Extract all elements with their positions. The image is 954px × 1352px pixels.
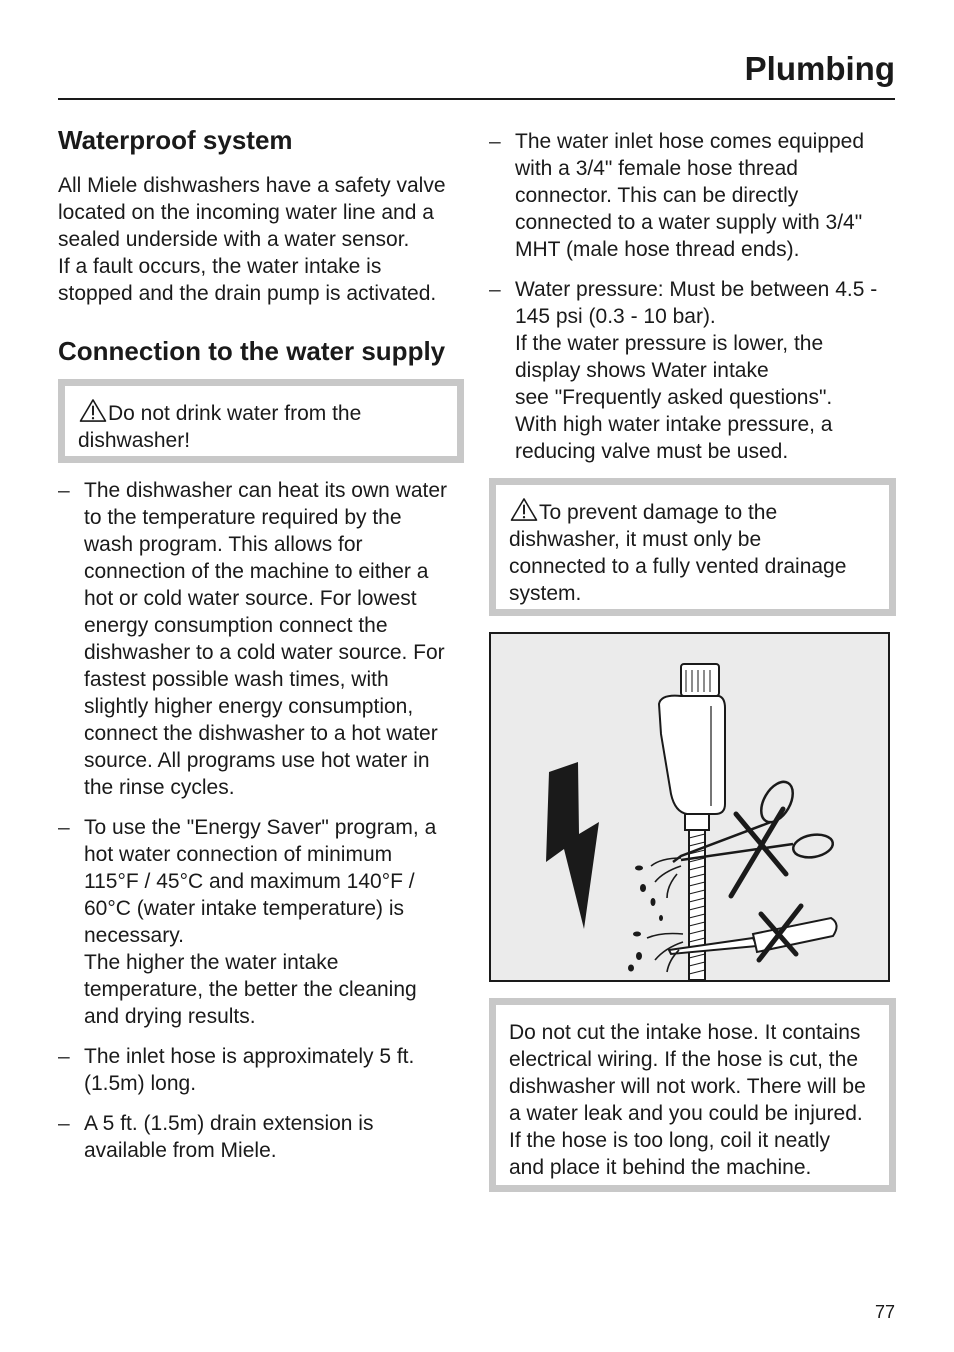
text-line: available from Miele. [84, 1138, 277, 1162]
list-item [489, 128, 896, 263]
text-line: connect the dishwasher to a hot water [84, 721, 438, 745]
text-line: The inlet hose is approximately 5 ft. [84, 1044, 415, 1068]
text-line: MHT (male hose thread ends). [515, 238, 800, 261]
text-line: temperature, the better the cleaning [84, 977, 417, 1001]
page-title: Plumbing [744, 50, 895, 87]
hose-drawing [491, 634, 888, 980]
header-rule [58, 98, 895, 100]
waterproof-paragraph [58, 172, 464, 307]
note-text: electrical wiring. If the hose is cut, the [509, 1048, 858, 1071]
text-line: The water inlet hose comes equipped [515, 130, 865, 153]
page-number: 77 [874, 1302, 895, 1322]
text-line: to the temperature required by the [84, 505, 402, 529]
text-line: fastest possible wash times, with [84, 667, 389, 691]
text-line: 145 psi (0.3 - 10 bar). [515, 305, 716, 328]
text-line: located on the incoming water line and a [58, 200, 434, 224]
text-line: source. All programs use hot water in [84, 748, 430, 772]
text-line: energy consumption connect the [84, 613, 388, 637]
lightning-bolt-icon [546, 762, 599, 929]
warning-triangle-icon [78, 398, 108, 423]
dash-bullet: – [58, 478, 70, 502]
text-line: To use the "Energy Saver" program, a [84, 815, 437, 839]
warning-text: To prevent damage to the [539, 501, 778, 524]
text-line: slightly higher energy consumption, [84, 694, 414, 718]
drink-warning-box [58, 379, 464, 463]
text-line: display shows Water intake [515, 359, 769, 382]
note-text: If the hose is too long, coil it neatly [509, 1129, 831, 1152]
warning-text: connected to a fully vented drainage [509, 555, 847, 578]
warning-text: Do not drink water from the [108, 401, 362, 425]
note-text: a water leak and you could be injured. [509, 1102, 863, 1125]
warning-triangle-icon [509, 497, 539, 522]
text-line: If the water pressure is lower, the [515, 332, 824, 355]
text-line: All Miele dishwashers have a safety valve [58, 173, 446, 197]
dash-bullet: – [58, 1111, 70, 1135]
dash-bullet: – [489, 278, 501, 301]
text-line: see "Frequently asked questions". [515, 386, 833, 409]
text-line: 60°C (water intake temperature) is [84, 896, 405, 920]
water-drop-icon [628, 866, 663, 972]
right-list [489, 128, 896, 465]
list-item [58, 477, 464, 801]
text-line: wash program. This allows for [84, 532, 363, 556]
warning-line [509, 497, 877, 526]
text-line: stopped and the drain pump is activated. [58, 281, 437, 305]
text-line: with a 3/4" female hose thread [515, 157, 798, 180]
connection-list [58, 477, 464, 1164]
text-line: connector. This can be directly [515, 184, 799, 207]
warning-text: dishwasher, it must only be [509, 528, 762, 551]
text-line: The higher the water intake [84, 950, 339, 974]
text-line: connected to a water supply with 3/4" [515, 211, 863, 234]
right-column [489, 128, 896, 1192]
note-text: dishwasher will not work. There will be [509, 1075, 866, 1098]
connection-heading: Connection to the water supply [58, 335, 446, 366]
text-line: dishwasher to a cold water source. For [84, 640, 445, 664]
text-line: and drying results. [84, 1004, 256, 1028]
left-column [58, 124, 464, 1177]
text-line: connection of the machine to either a [84, 559, 429, 583]
note-text: Do not cut the intake hose. It contains [509, 1021, 861, 1044]
text-line: the rinse cycles. [84, 775, 235, 799]
hose-note-box [489, 998, 896, 1192]
list-item [58, 814, 464, 1030]
text-line: Water pressure: Must be between 4.5 - [515, 278, 878, 301]
waterproof-heading: Waterproof system [58, 125, 293, 155]
safety-valve-housing [659, 696, 725, 814]
water-spray-icon [647, 858, 683, 972]
text-line: necessary. [84, 923, 184, 947]
text-line: reducing valve must be used. [515, 440, 789, 463]
text-line: 115°F / 45°C and maximum 140°F / [84, 869, 415, 893]
text-line: A 5 ft. (1.5m) drain extension is [84, 1111, 374, 1135]
list-item [58, 1110, 464, 1164]
warning-text: system. [509, 582, 582, 605]
text-line: (1.5m) long. [84, 1071, 197, 1095]
text-line: hot water connection of minimum [84, 842, 393, 866]
drainage-warning-box [489, 478, 896, 616]
dash-bullet: – [489, 130, 501, 153]
warning-line [78, 398, 445, 427]
warning-text: dishwasher! [78, 428, 191, 452]
text-line: If a fault occurs, the water intake is [58, 254, 382, 278]
hose-illustration [489, 632, 890, 982]
hose-connector [681, 664, 719, 696]
note-text: and place it behind the machine. [509, 1156, 812, 1179]
text-line: The dishwasher can heat its own water [84, 478, 448, 502]
list-item [489, 276, 896, 465]
text-line: hot or cold water source. For lowest [84, 586, 417, 610]
dash-bullet: – [58, 815, 70, 839]
text-line: With high water intake pressure, a [515, 413, 833, 436]
dash-bullet: – [58, 1044, 70, 1068]
text-line: sealed underside with a water sensor. [58, 227, 410, 251]
list-item [58, 1043, 464, 1097]
